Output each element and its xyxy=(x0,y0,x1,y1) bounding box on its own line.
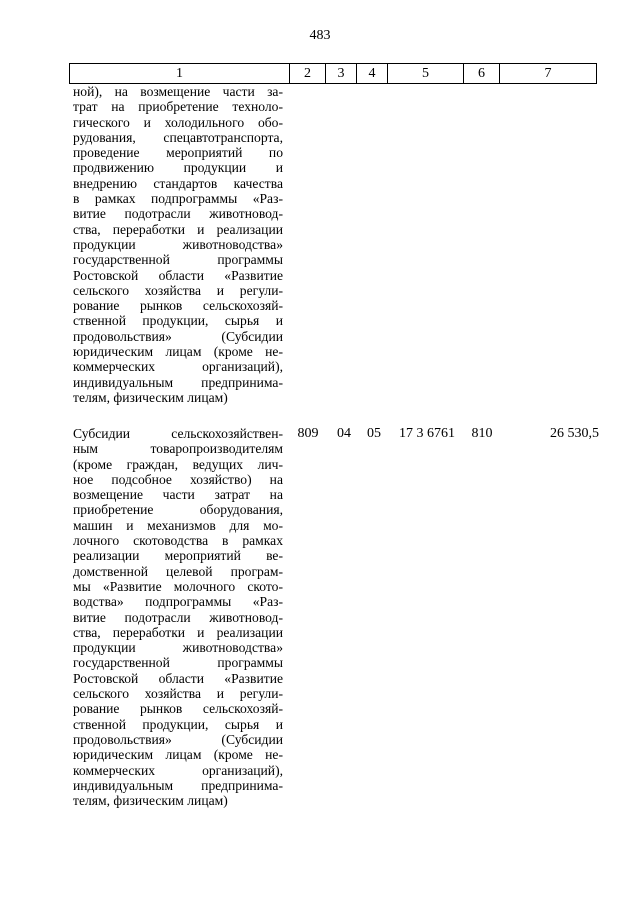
row-code-expense-type: 810 xyxy=(471,426,493,441)
description-line: машин и механизмов для мо- xyxy=(73,517,283,533)
description-line: в рамках подпрограммы «Раз- xyxy=(73,191,283,207)
description-line: Ростовской области «Развитие xyxy=(73,267,283,283)
description-line: сельского хозяйства и регули- xyxy=(73,282,283,298)
description-line: телям, физическим лицам) xyxy=(73,793,228,809)
header-col-5: 5 xyxy=(388,64,464,84)
description-line: ное подсобное хозяйство) на xyxy=(73,471,283,487)
row-code-target-article: 17 3 6761 xyxy=(399,426,455,441)
description-line: сельского хозяйства и регули- xyxy=(73,686,283,702)
row-amount: 26 530,5 xyxy=(550,426,599,441)
description-line: продовольствия» (Субсидии xyxy=(73,731,283,747)
description-line: государственной программы xyxy=(73,252,283,268)
description-line: ственной продукции, сырья и xyxy=(73,313,283,329)
description-line: витие подотрасли животновод- xyxy=(73,609,283,625)
header-col-4: 4 xyxy=(357,64,388,84)
description-line: гического и холодильного обо- xyxy=(73,114,283,130)
description-line: индивидуальным предпринима- xyxy=(73,777,283,793)
description-line: рование рынков сельскохозяй- xyxy=(73,701,283,717)
description-line: трат на приобретение техноло- xyxy=(73,99,283,115)
header-col-3: 3 xyxy=(326,64,357,84)
description-line: продукции животноводства» xyxy=(73,236,283,252)
description-line: мы «Развитие молочного ското- xyxy=(73,578,283,594)
description-line: витие подотрасли животновод- xyxy=(73,206,283,222)
description-line: продукции животноводства» xyxy=(73,640,283,656)
row-code-section: 04 xyxy=(337,426,351,441)
row-code-chapter: 809 xyxy=(297,426,319,441)
description-line: проведение мероприятий по xyxy=(73,145,283,161)
header-col-1: 1 xyxy=(70,64,290,84)
description-line: (кроме граждан, ведущих лич- xyxy=(73,456,283,472)
description-line: Субсидии сельскохозяйствен- xyxy=(73,426,283,441)
row-description xyxy=(73,426,283,808)
table-header xyxy=(69,63,597,84)
description-line: индивидуальным предпринима- xyxy=(73,374,283,390)
description-line: внедрению стандартов качества xyxy=(73,175,283,191)
description-line: возмещение части затрат на xyxy=(73,487,283,503)
page-number: 483 xyxy=(309,28,331,43)
description-line: водства» подпрограммы «Раз- xyxy=(73,594,283,610)
description-line: государственной программы xyxy=(73,655,283,671)
description-line: рование рынков сельскохозяй- xyxy=(73,298,283,314)
description-line: коммерческих организаций), xyxy=(73,762,283,778)
description-line: ной), на возмещение части за- xyxy=(73,84,283,99)
description-line: ным товаропроизводителям xyxy=(73,441,283,457)
description-line: домственной целевой програм- xyxy=(73,563,283,579)
description-line: лочного скотоводства в рамках xyxy=(73,533,283,549)
header-col-6: 6 xyxy=(464,64,500,84)
description-line: продвижению продукции и xyxy=(73,160,283,176)
description-line: юридическим лицам (кроме не- xyxy=(73,344,283,360)
description-line: коммерческих организаций), xyxy=(73,359,283,375)
description-line: юридическим лицам (кроме не- xyxy=(73,747,283,763)
row-code-subsection: 05 xyxy=(367,426,381,441)
description-line: приобретение оборудования, xyxy=(73,502,283,518)
description-line: ства, переработки и реализации xyxy=(73,221,283,237)
description-line: реализации мероприятий ве- xyxy=(73,548,283,564)
header-col-2: 2 xyxy=(290,64,326,84)
description-line: ства, переработки и реализации xyxy=(73,624,283,640)
description-line: телям, физическим лицам) xyxy=(73,389,228,405)
description-line: продовольствия» (Субсидии xyxy=(73,328,283,344)
description-line: рудования, спецавтотранспорта, xyxy=(73,129,283,145)
row-description xyxy=(73,84,283,405)
description-line: ственной продукции, сырья и xyxy=(73,716,283,732)
header-col-7: 7 xyxy=(500,64,597,84)
description-line: Ростовской области «Развитие xyxy=(73,670,283,686)
